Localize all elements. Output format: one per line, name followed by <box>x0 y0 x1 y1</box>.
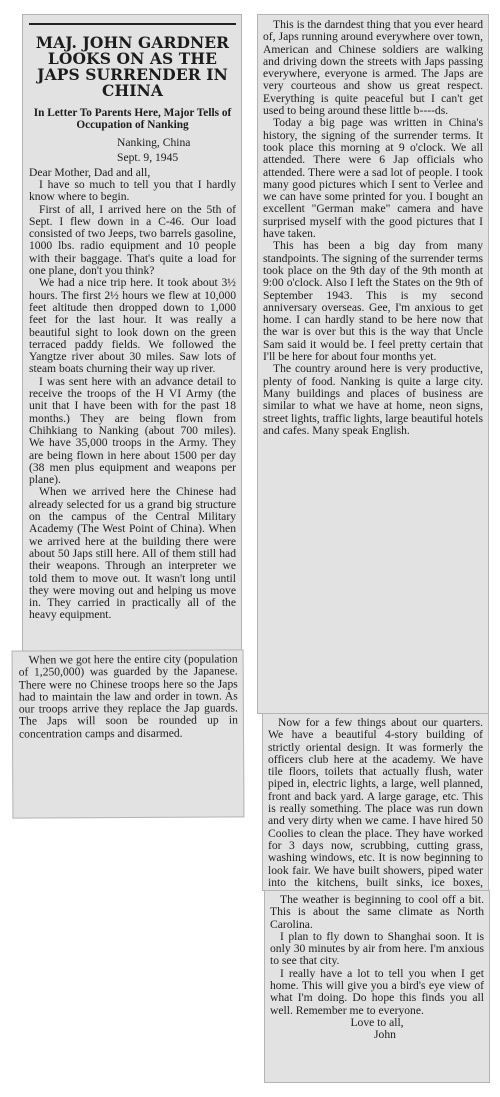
paragraph: I was sent here with an advance detail to receive the troops of the H VI Army (the unit that I have been with for the past 18 months.) They are being flown from Chihkiang to Nanking (about 700 miles). We have 35,000 troops in the Army. They are being flown in here about 1500 per day (38 men plus equipment and weapons per plane). <box>29 374 236 487</box>
paragraph: When we arrived here the Chinese had already selected for us a grand big structure on the campus of the Central Military Academy (The West Point of China). When we arrived here at the building there were about 50 Japs still here. All of them still had their weapons. Through an interpreter we told them to move out. It wasn't long until they were moving out and helping us move in. They carried in practically all of the heavy equipment. <box>29 485 236 622</box>
clipping-right-middle <box>262 713 489 891</box>
headline-rule <box>29 23 236 25</box>
closing: Love to all, <box>350 1015 404 1029</box>
signature: John <box>374 1028 396 1042</box>
headline: MAJ. JOHN GARDNER LOOKS ON AS THE JAPS SURRENDER IN CHINA <box>35 33 230 100</box>
paragraph: First of all, I arrived here on the 5th of Sept. I flew down in a C-46. Our load consisted of two Jeeps, two barrels gasoline, 1000 lbs. radio equipment and 10 people with their baggage. That's quite a load for one plane, don't you think? <box>29 202 236 278</box>
clipping-right-upper <box>257 14 489 714</box>
greeting: Dear Mother, Dad and all, <box>29 166 151 179</box>
clipping-left-lower <box>12 649 245 818</box>
paragraph: I plan to fly down to Shanghai soon. It is only 30 minutes by air from here. I'm anxious to see that city. <box>270 929 484 968</box>
paragraph: Now for a few things about our quarters. We have a beautiful 4-story building of strictly oriental design. It was formerly the officers club here at the academy. We have tile floors, toilets that actually flush, water piped in, electric lights, a large, well planned, front and back yard. A large garage, etc. This is really something. The place was run down and very dirty when we came. I have hired 50 Coolies to clean the place. They have worked for 3 days now, scrubbing, cutting grass, washing windows, etc. It is now beginning to look fair. We have built showers, piped water into the kitchens, built sinks, ice boxes, <box>268 716 483 889</box>
paragraph: This has been a big day from many standpoints. The signing of the surrender terms took place on the 9th day of the 9th month at 9:00 o'clock. Also I left the States on the 9th of September 1943. This is my second anniversary overseas. Gee, I'm anxious to get home. I can hardly stand to be here now that the war is over but this is the way that Uncle Sam said it would be. I feel pretty certain that I'll be here for about four months yet. <box>263 239 483 364</box>
paragraph: We had a nice trip here. It took about 3½ hours. The first 2½ hours we flew at 10,000 feet altitude then dropped down to 1,000 feet for the last hour. It was really a beautiful sight to look down on the green terraced paddy fields. We followed the Yangtze river about 30 miles. Saw lots of steam boats churning their way up river. <box>29 276 236 376</box>
dateline-date: Sept. 9, 1945 <box>117 151 179 164</box>
paragraph: The country around here is very productive, plenty of food. Nanking is quite a large city. Many buildings and places of business are similar to what we have at home, neon signs, street lights, traffic lights, large beautiful hotels and cafes. Many speak English. <box>263 362 483 437</box>
subhead: In Letter To Parents Here, Major Tells of Occupation of Nanking <box>33 107 232 131</box>
paragraph: When we got here the entire city (population of 1,250,000) was guarded by the Japanese. There were no Chinese troops here so the Japs had to maintain the law and order in town. As our troops arrive they replace the Jap guards. The Japs will soon be rounded up in concentration camps and disarmed. <box>18 652 238 741</box>
paragraph: Today a big page was written in China's history, the signing of the surrender terms. It took place this morning at 9 o'clock. We all attended. There were 6 Jap officials who attended. There were a sad lot of people. I took many good pictures which I sent to Verlee and we can have some printed for you. I bought an excellent "German make" camera and have surprised myself with the good pictures that I have taken. <box>263 116 483 241</box>
paragraph: This is the darndest thing that you ever heard of, Japs running around everywhere over town, American and Chinese soldiers are walking and driving down the streets with Japs passing everywhere, everyone is armed. The Japs are very courteous and show us great respect. Everything is quite peaceful but I can't get used to being around these little b----ds. <box>263 18 483 118</box>
paragraph: The weather is beginning to cool off a bit. This is about the same climate as North Carolina. <box>270 893 484 931</box>
paragraph: I have so much to tell you that I hardly know where to begin. <box>29 178 236 204</box>
clipping-right-lower <box>264 890 490 1083</box>
clipping-left-upper <box>22 14 242 654</box>
dateline-place: Nanking, China <box>117 136 191 149</box>
paragraph: I really have a lot to tell you when I get home. This will give you a bird's eye view of what I'm doing. Do hope this finds you all well. Remember me to everyone. <box>270 966 484 1017</box>
